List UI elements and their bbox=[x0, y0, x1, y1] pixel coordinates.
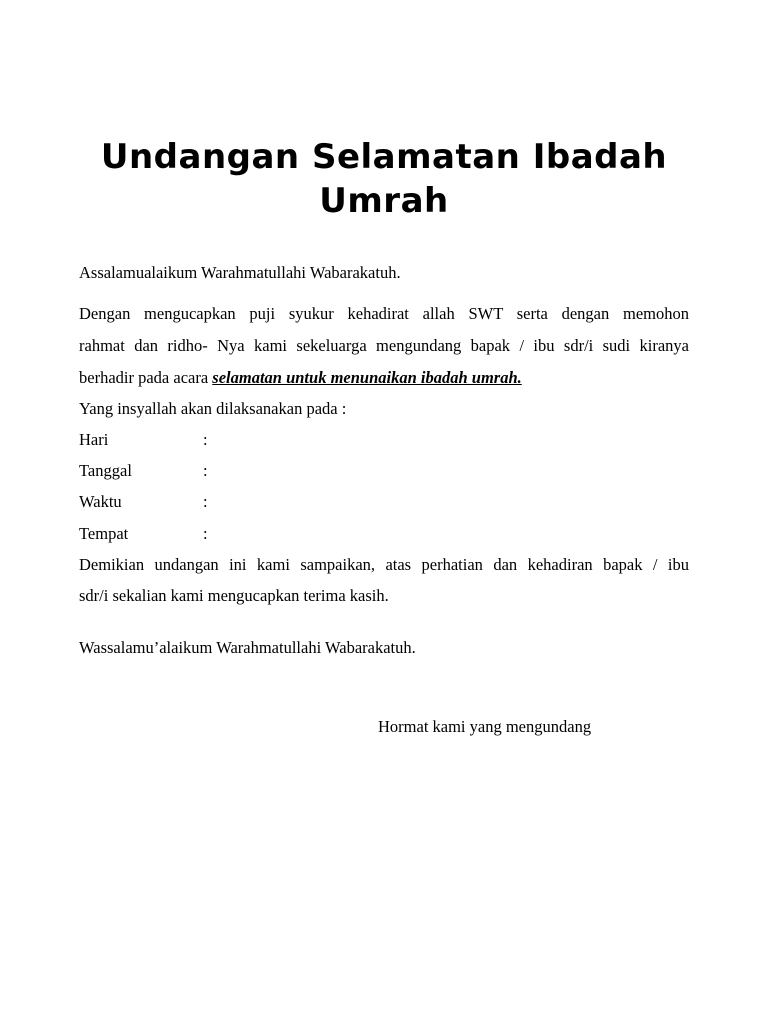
field-separator: : bbox=[203, 492, 208, 511]
field-label-tempat: Tempat bbox=[79, 524, 129, 543]
paragraph-1-line-3 bbox=[79, 367, 689, 389]
field-separator: : bbox=[203, 524, 208, 543]
field-label-waktu: Waktu bbox=[79, 492, 122, 511]
field-label-tanggal: Tanggal bbox=[79, 461, 132, 480]
paragraph-1-line-1: Dengan mengucapkan puji syukur kehadirat allah SWT serta dengan memohon bbox=[79, 304, 689, 323]
field-row-hari bbox=[79, 429, 379, 451]
field-row-tempat bbox=[79, 523, 379, 545]
event-name-emphasis: selamatan untuk menunaikan ibadah umrah. bbox=[212, 368, 522, 387]
field-row-tanggal bbox=[79, 460, 379, 482]
field-separator: : bbox=[203, 430, 208, 449]
field-label-hari: Hari bbox=[79, 430, 109, 449]
document-title bbox=[60, 135, 708, 223]
field-separator: : bbox=[203, 461, 208, 480]
signature-line: Hormat kami yang mengundang bbox=[378, 716, 592, 736]
schedule-intro: Yang insyallah akan dilaksanakan pada : bbox=[79, 399, 347, 418]
field-row-waktu bbox=[79, 491, 379, 513]
paragraph-1-line-3-prefix: berhadir pada acara bbox=[79, 368, 213, 387]
title-line-1: Undangan Selamatan Ibadah bbox=[100, 137, 668, 177]
greeting: Assalamualaikum Warahmatullahi Wabarakatuh. bbox=[79, 263, 401, 282]
closing-line-2: sdr/i sekalian kami mengucapkan terima kasih. bbox=[79, 586, 389, 605]
paragraph-1-line-2: rahmat dan ridho- Nya kami sekeluarga mengundang bapak / ibu sdr/i sudi kiranya bbox=[79, 336, 689, 355]
farewell: Wassalamu’alaikum Warahmatullahi Wabarakatuh. bbox=[79, 638, 416, 657]
closing-line-1: Demikian undangan ini kami sampaikan, atas perhatian dan kehadiran bapak / ibu bbox=[79, 555, 689, 574]
title-line-2: Umrah bbox=[319, 181, 449, 221]
